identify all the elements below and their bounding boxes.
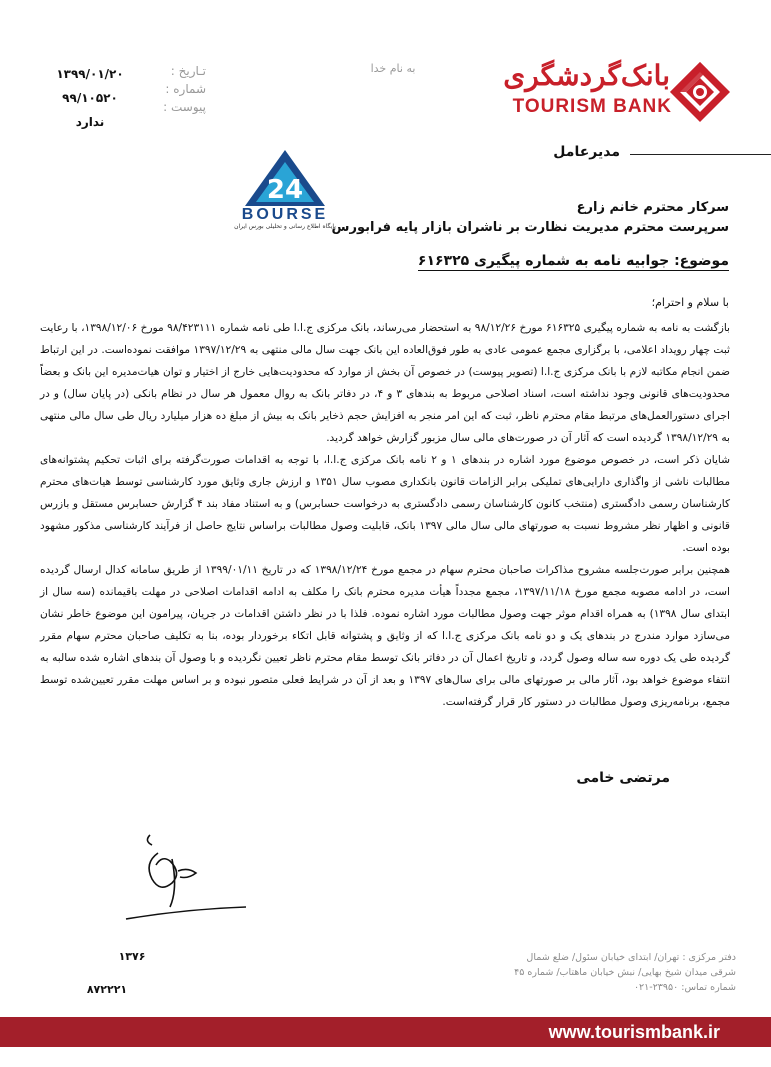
letter-meta-labels (150, 62, 206, 116)
recipient-name: سرکار محترم خانم زارع (576, 200, 729, 215)
bank-emblem-icon (668, 60, 732, 124)
letter-subject: موضوع: جوابیه نامه به شماره پیگیری ۶۱۶۳۲۵ (417, 253, 729, 269)
director-title: مدیرعامل (553, 144, 620, 160)
letter-meta-values (40, 62, 140, 134)
director-rule (630, 154, 771, 155)
address-line-3: شماره تماس: ۲۳۹۵۰-۰۲۱ (633, 982, 736, 993)
bank-logo-persian: بانک‌گردشگری (503, 59, 670, 92)
recipient-block (329, 198, 729, 238)
svg-text:24: 24 (266, 175, 304, 205)
body-paragraph-3: همچنین برابر صورت‌جلسه مشروح مذاکرات صاحبان محترم سهام در مجمع مورخ ۱۳۹۸/۱۲/۲۴ که در تاریخ ۱۳۹۹/۰۱/۱۱ از طریق سامانه کدال ارسال گردیده است، در ادامه مصوبه مجمع مورخ ۱۳۹۷/۱۱/۱۸، مجمع مجدداً هیأت مدیره محترم بانک را مکلف به ادامه اقدامات اصلاحی در مهلت باقیمانده (سه سال از ابتدای سال ۱۳۹۸) به همراه اقدام موثر جهت وصول مطالبات مورد اشاره نموده. فلذا با در نظر داشتن اقدامات در جریان، پیرامون این موضوع خاطر نشان می‌سازد موارد مندرج در بندهای یک و دو نامه بانک مرکزی ج.ا.ا که از وثایق و پشتوانه قابل اتکاء برخوردار بوده، بنا به تکلیف صاحبان محترم سهام مقرر گردیده طی یک دوره سه ساله وصول گردد، و تاریخ اعمال آن در دفاتر بانک توسط مقام محترم ناظر تعیین نگردیده و با وصول آن بندهای اشاره شده سالبه به انتفاء موضوع خواهد بود، آثار مالی بر صورتهای مالی برای سال‌های ۱۳۹۷ و بعد از آن در شرایط فعلی متصور نبوده و بر اساس مهلت مقرر تعیین‌شده توسط مجمع، برنامه‌ریزی وصول مطالبات در دستور کار قرار گرفته‌است. (40, 564, 731, 708)
letter-date: ۱۳۹۹/۰۱/۲۰ (56, 67, 124, 81)
address-line-1: دفتر مرکزی : تهران/ ابتدای خیابان سئول/ ضلع شمال (526, 952, 736, 963)
reference-number-1: ۱۳۷۶ (118, 950, 146, 963)
footer-bottom-strip (0, 1047, 771, 1067)
bourse-logo-subtitle: پایگاه اطلاع رسانی و تحلیلی بورس ایران (234, 223, 336, 230)
basmala: به نام خدا (370, 62, 416, 75)
letter-attachment: ندارد (75, 115, 105, 129)
recipient-title: سرپرست محترم مدیریت نظارت بر ناشران بازار پایه فرابورس (331, 220, 729, 235)
bank-logo-english: TOURISM BANK (512, 96, 672, 117)
bourse-logo-word: BOURSE (241, 206, 329, 223)
footer-website-link[interactable]: www.tourismbank.ir (548, 1022, 720, 1042)
signer-name: مرتضی خامی (576, 770, 670, 786)
bank-address (500, 950, 736, 995)
date-label: تـاریخ : (170, 64, 206, 78)
letter-body (40, 317, 730, 713)
letter-number: ۹۹/۱۰۵۲۰ (62, 91, 118, 105)
body-paragraph-1: بازگشت به نامه به شماره پیگیری ۶۱۶۳۲۵ مورخ ۹۸/۱۲/۲۶ به استحضار می‌رساند، بانک مرکزی ج.ا.ا طی نامه شماره ۹۸/۴۲۳۱۱۱ مورخ ۱۳۹۸/۱۲/۰۶، با رعایت ثبت چهار رویداد اعلامی، با برگزاری مجمع عمومی عادی به طور فوق‌العاده این بانک جهت سال مالی منتهی به ۱۳۹۷/۱۲/۲۹ موافقت نموده‌است. در این ارتباط ضمن انجام مکاتبه لازم با بانک مرکزی ج.ا.ا (تصویر پیوست) در خصوص آن بخش از موارد که محدودیت‌هایی خارج از اختیار و توان هیات‌مدیره این بانک و بعضاً محدودیت‌های قانونی وجود نداشته است، اسناد اصلاحی مربوط به بندهای ۳ و ۴، در دفاتر بانک به روال معمول هر سال در نظام بانکی (در پایان سال) و در اجرای دستورالعمل‌های مرتبط مقام محترم ناظر، ثبت که این امر منجر به افزایش حجم ذخایر بانک به بیش از مبلغ ده هزار میلیارد ریال طی سال مالی منتهی به ۱۳۹۸/۱۲/۲۹ گردیده است که آثار آن در صورت‌های مالی سال مزبور گزارش خواهد گردید. (40, 322, 731, 444)
number-label: شماره : (165, 82, 206, 96)
attachment-label: پیوست : (163, 100, 206, 114)
reference-number-2: ۸۷۲۲۲۱ (86, 983, 128, 996)
salutation: با سلام و احترام؛ (651, 296, 729, 309)
bourse-logo-icon (240, 148, 330, 208)
body-paragraph-2: شایان ذکر است، در خصوص موضوع مورد اشاره در بندهای ۱ و ۲ نامه بانک مرکزی ج.ا.ا، با توجه به اقدامات صورت‌گرفته برای اثبات تحکیم پشتوانه‌های مطالبات ناشی از واگذاری دارایی‌های تملیکی برابر الزامات قانون بانکداری مصوب سال ۱۳۵۱ و ارزش جاری وثایق مورد کارشناسی توسط هیات‌های محترم کارشناسان رسمی دادگستری (منتخب کانون کارشناسان رسمی دادگستری به درخواست حسابرس) و به استناد مفاد بند ۴ گزارش حسابرس مستقل و بازرس قانونی و اظهار نظر مشروط نسبت به صورتهای مالی سال مالی ۱۳۹۷ بانک، قابلیت وصول مطالبات براساس نتایج حاصل از فرآیند کارشناسی مذکور مشهود بوده است. (40, 454, 731, 554)
address-line-2: شرقی میدان شیخ بهایی/ نبش خیابان ماهتاب/ شماره ۴۵ (514, 967, 736, 978)
handwritten-signature (120, 825, 250, 925)
